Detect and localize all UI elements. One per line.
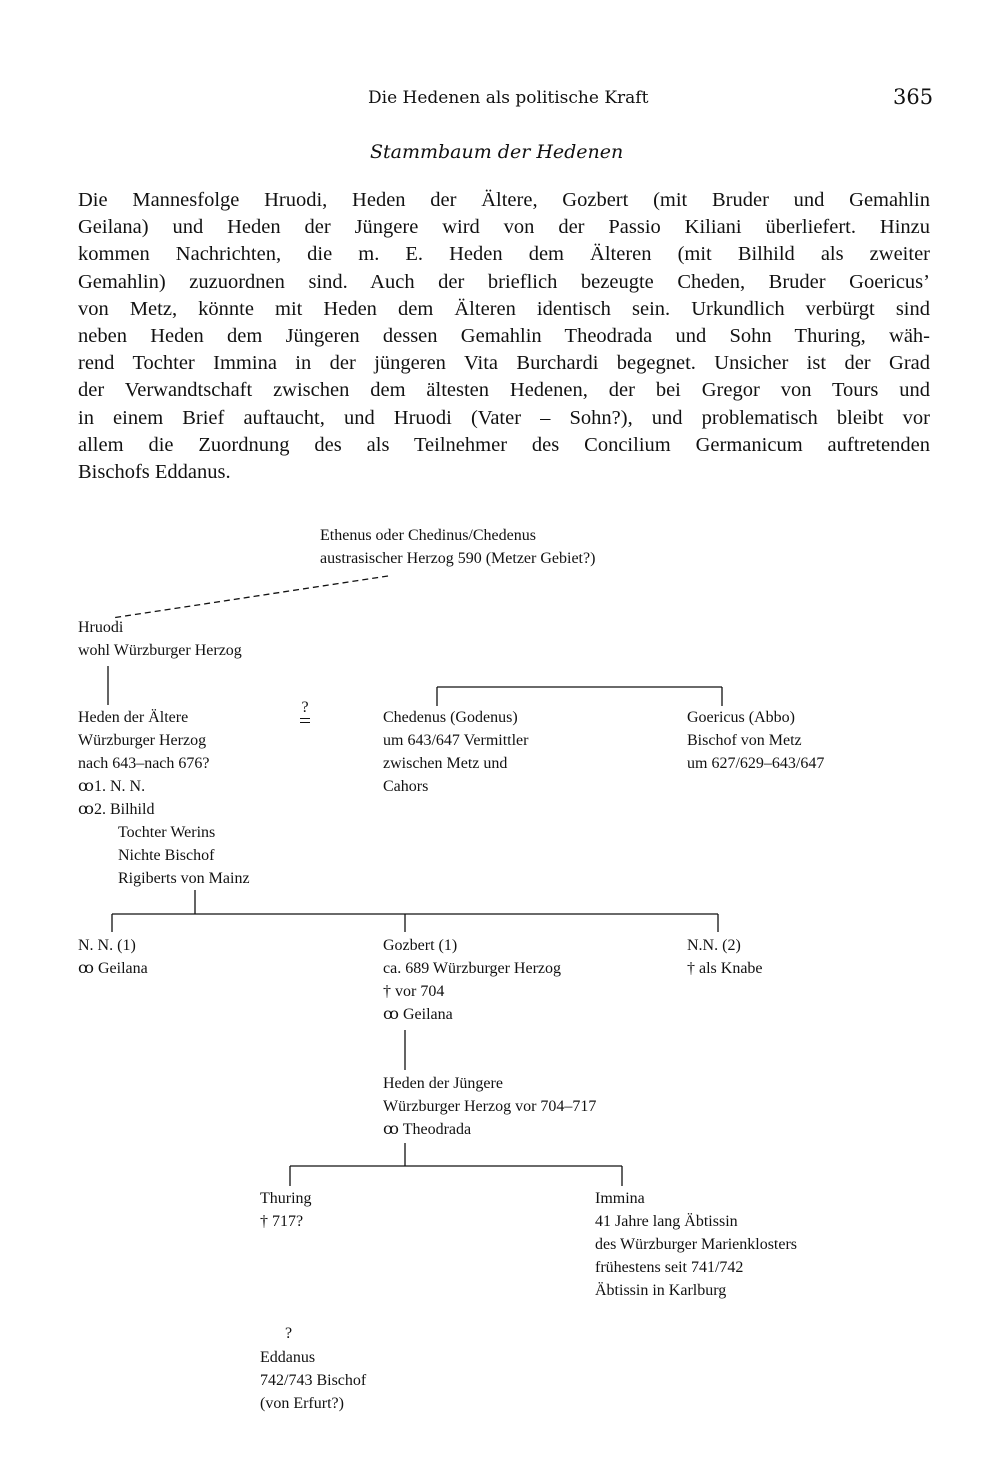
- node-thuring: Thuring † 717?: [260, 1190, 312, 1230]
- intro-line: neben Heden dem Jüngeren dessen Gemahlin Theodrada und Sohn Thuring, wäh-: [78, 325, 930, 348]
- node-hruodi: Hruodi wohl Würzburger Herzog: [78, 619, 242, 659]
- node-gozbert: Gozbert (1) ca. 689 Würzburger Herzog † vor 704 ꝏ Geilana: [383, 937, 561, 1023]
- node-nn1: N. N. (1) ꝏ Geilana: [78, 937, 148, 977]
- node-immina: Immina 41 Jahre lang Äbtissin des Würzburger Marienklosters frühestens seit 741/742 Äbtissin in Karlburg: [595, 1190, 798, 1299]
- running-title: Die Hedenen als politische Kraft: [368, 88, 649, 108]
- eddanus-question-mark: ?: [285, 1325, 293, 1342]
- intro-line: Gemahlin) zuzuordnen sind. Auch der brieflich bezeugte Cheden, Bruder Goericus’: [78, 270, 930, 293]
- intro-line: kommen Nachrichten, die m. E. Heden dem Älteren (mit Bilhild als zweiter: [78, 243, 930, 266]
- equals-line-1: [300, 718, 310, 719]
- uncertain-link-line: [112, 576, 388, 618]
- equals-line-2: [300, 722, 310, 723]
- node-heden-der-juengere: Heden der Jüngere Würzburger Herzog vor 704–717 ꝏ Theodrada: [383, 1075, 597, 1138]
- node-ethenus: Ethenus oder Chedinus/Chedenus austrasischer Herzog 590 (Metzer Gebiet?): [320, 527, 596, 567]
- intro-line: allem die Zuordnung des als Teilnehmer des Concilium Germanicum auftretenden: [78, 433, 930, 456]
- intro-line: der Verwandtschaft zwischen dem ältesten Hedenen, der bei Gregor von Tours und: [78, 379, 930, 402]
- page-number: 365: [893, 85, 934, 109]
- intro-line: von Metz, könnte mit Heden dem Älteren identisch sein. Urkundlich verbürgt sind: [78, 297, 930, 320]
- section-title: Stammbaum der Hedenen: [370, 141, 624, 163]
- intro-line: in einem Brief auftaucht, und Hruodi (Vater – Sohn?), und problematisch bleibt vor: [78, 406, 930, 429]
- node-chedenus: Chedenus (Godenus) um 643/647 Vermittler zwischen Metz und Cahors: [383, 709, 529, 795]
- node-eddanus: Eddanus 742/743 Bischof (von Erfurt?): [260, 1349, 367, 1412]
- node-heden-der-aeltere: Heden der Ältere Würzburger Herzog nach 643–nach 676? ꝏ1. N. N. ꝏ2. Bilhild Tochter Werins Nichte Bischof Rigiberts von Mainz: [78, 709, 250, 887]
- intro-line: rend Tochter Immina in der jüngeren Vita Burchardi begegnet. Unsicher ist der Grad: [78, 352, 930, 375]
- identity-question-mark: ?: [300, 700, 310, 723]
- intro-line: Die Mannesfolge Hruodi, Heden der Ältere, Gozbert (mit Bruder und Gemahlin: [78, 189, 930, 211]
- node-goericus: Goericus (Abbo) Bischof von Metz um 627/629–643/647: [687, 709, 825, 772]
- intro-line: Bischofs Eddanus.: [78, 461, 231, 484]
- intro-line: Geilana) und Heden der Jüngere wird von der Passio Kiliani überliefert. Hinzu: [78, 216, 930, 239]
- node-nn2: N.N. (2) † als Knabe: [687, 937, 763, 977]
